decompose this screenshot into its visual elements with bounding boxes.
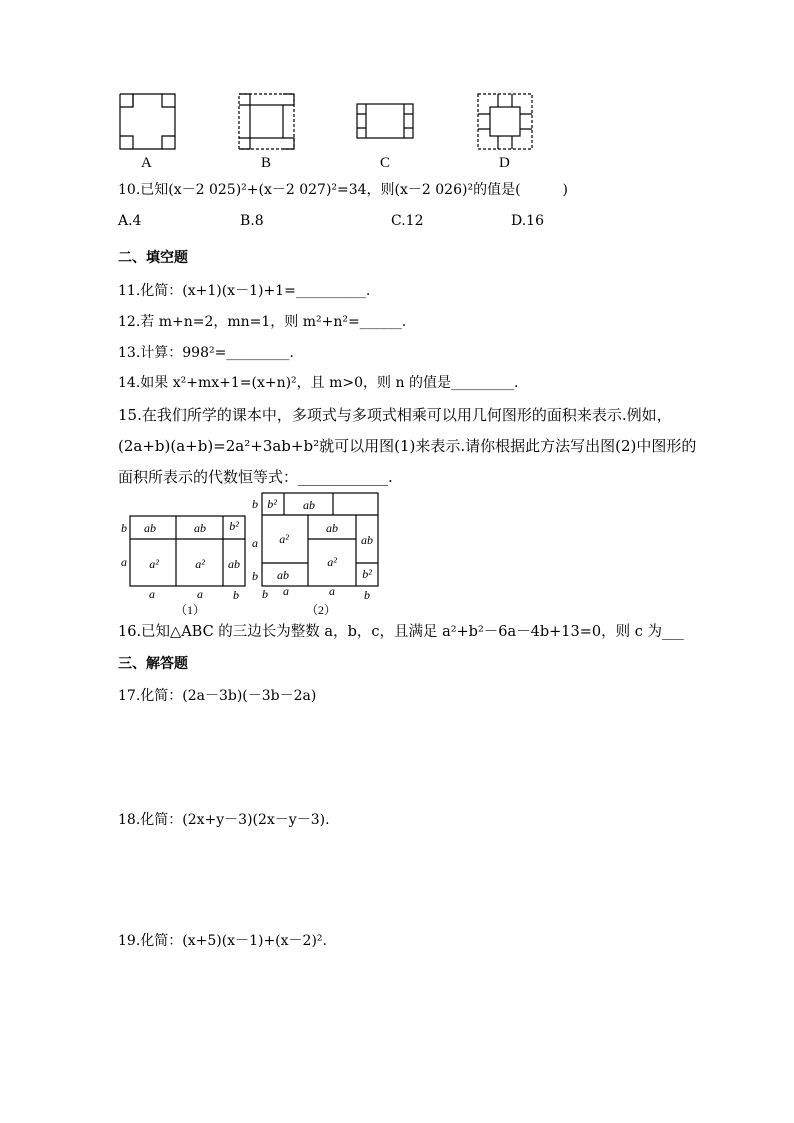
fig2-cell-a2-center: a² xyxy=(327,555,337,569)
question-10-stem: 10.已知(x－2 025)²+(x－2 027)²=34，则(x－2 026)²的值是( ) xyxy=(118,182,568,198)
figure-d xyxy=(478,94,532,149)
fig2-caption: （2） xyxy=(305,603,337,617)
question-19: 19.化简：(x+5)(x－1)+(x－2)². xyxy=(118,933,327,949)
fig2-cell-ab-right: ab xyxy=(361,533,373,547)
figure-a xyxy=(120,94,175,149)
figure-label-d: D xyxy=(499,155,510,171)
area-figures xyxy=(0,488,794,618)
question-15-line-1: 15.在我们所学的课本中，多项式与多项式相乘可以用几何图形的面积来表示.例如， xyxy=(118,406,672,424)
figure-label-b: B xyxy=(261,155,272,171)
fig1-cell-3: b² xyxy=(229,519,239,533)
question-12: 12.若 m+n=2，mn=1，则 m²+n²=______. xyxy=(118,314,407,330)
fig2-col-label-2: a xyxy=(283,584,289,598)
q10-option-c[interactable]: C.12 xyxy=(391,213,424,229)
fig1-col-label-3: b xyxy=(233,588,239,602)
fig2-col-label-1: b xyxy=(262,587,268,601)
fig1-cell-6: ab xyxy=(228,557,240,571)
question-14: 14.如果 x²+mx+1=(x+n)²，且 m>0，则 n 的值是_________. xyxy=(118,375,519,391)
question-16: 16.已知△ABC 的三边长为整数 a，b，c，且满足 a²+b²－6a－4b+13=0，则 c 为___ xyxy=(118,624,684,640)
fig2-cell-ab-top: ab xyxy=(303,498,315,512)
fig1-col-label-2: a xyxy=(197,587,203,601)
fig1-row-label-a: a xyxy=(121,555,127,569)
fig2-cell-b2-top: b² xyxy=(267,497,277,511)
question-11: 11.化简：(x+1)(x－1)+1=__________. xyxy=(118,283,371,299)
figure-b xyxy=(239,94,294,149)
section-heading-fill-in: 二、填空题 xyxy=(118,250,188,266)
question-15-line-2: (2a+b)(a+b)=2a²+3ab+b²就可以用图(1)来表示.请你根据此方法写出图(2)中图形的 xyxy=(118,437,697,455)
question-15-line-3: 面积所表示的代数恒等式：____________. xyxy=(118,468,393,486)
fig2-cell-ab-bottom: ab xyxy=(277,568,289,582)
fig1-caption: （1） xyxy=(174,603,206,617)
fig2-row-label-1: b xyxy=(252,497,258,511)
figure-c xyxy=(357,104,413,138)
section-heading-answer: 三、解答题 xyxy=(118,656,188,672)
question-17: 17.化简：(2a－3b)(－3b－2a) xyxy=(118,688,317,704)
fig1-row-label-b: b xyxy=(121,521,127,535)
q10-option-d[interactable]: D.16 xyxy=(511,213,544,229)
fig1-cell-5: a² xyxy=(195,557,205,571)
fig1-col-label-1: a xyxy=(149,587,155,601)
figure-label-a: A xyxy=(141,155,152,171)
fig2-row-label-2: a xyxy=(252,536,258,550)
figure-label-c: C xyxy=(380,155,391,171)
q10-option-b[interactable]: B.8 xyxy=(240,213,264,229)
fig2-cell-ab-middle: ab xyxy=(326,521,338,535)
fig2-col-label-3: a xyxy=(329,584,335,598)
fig2-col-label-4: b xyxy=(364,588,370,602)
fig2-row-label-3: b xyxy=(252,569,258,583)
fig1-cell-1: ab xyxy=(144,521,156,535)
fig1-cell-2: ab xyxy=(194,521,206,535)
fig1-cell-4: a² xyxy=(149,557,159,571)
question-18: 18.化简：(2x+y－3)(2x－y－3). xyxy=(118,812,330,828)
question-13: 13.计算：998²=_________. xyxy=(118,345,294,361)
q10-option-a[interactable]: A.4 xyxy=(118,213,142,229)
fig2-cell-b2-bottom: b² xyxy=(362,567,372,581)
fig2-cell-a2-left: a² xyxy=(279,532,289,546)
